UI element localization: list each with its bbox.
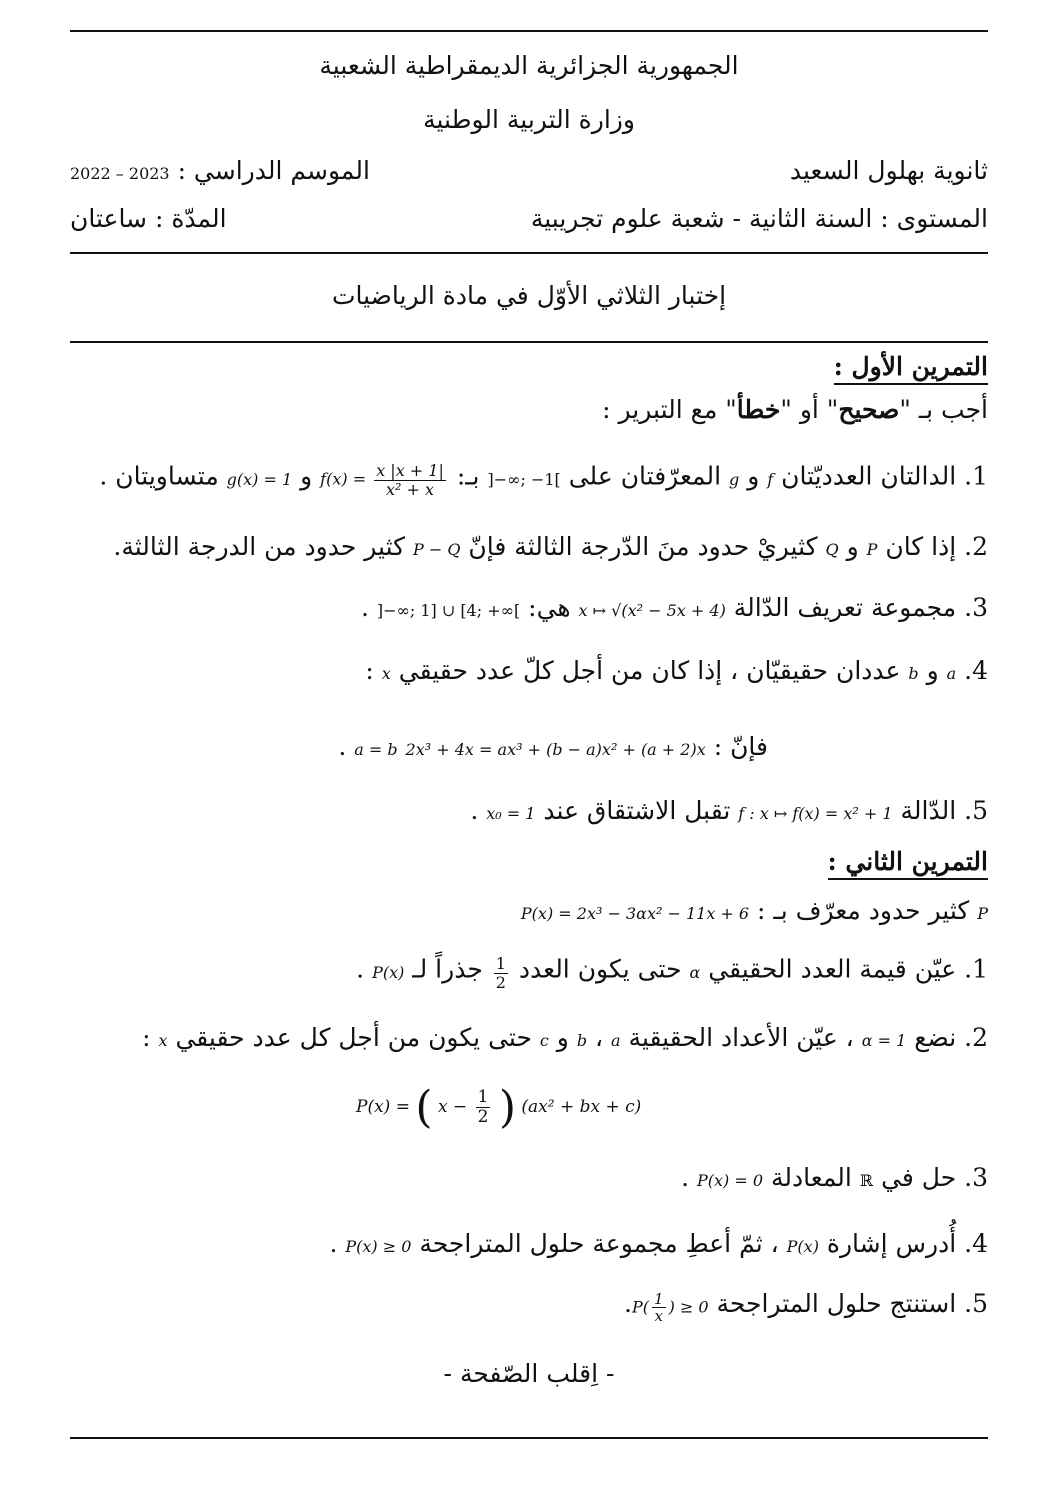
q2-and: و: [846, 532, 859, 561]
republic-title: الجمهورية الجزائرية الديمقراطية الشعبية: [319, 51, 739, 80]
q1-alpha: α: [689, 962, 701, 982]
exam-title: إختبار الثلاثي الأوّل في مادة الرياضيات: [331, 281, 727, 310]
instruction-pre: أجب بـ ": [899, 395, 988, 424]
q2-text-c: حتى يكون من أجل كل عدد حقيقي: [175, 1023, 532, 1052]
exercise2-title: التمرين الثاني :: [828, 847, 989, 880]
level-line: المستوى : السنة الثانية - شعبة علوم تجريبية: [530, 204, 988, 233]
q2-eq-fraction: [476, 1088, 491, 1126]
instruction-mid: " أو ": [780, 395, 839, 424]
intro-P: P: [977, 904, 988, 923]
q1-text-a: عيّن قيمة العدد الحقيقي: [708, 954, 957, 984]
q1-text-b: المعرّفتان على: [568, 461, 722, 491]
question-number: 1.: [964, 461, 988, 491]
q1-Px: P(x): [372, 962, 405, 982]
q2-a: a: [611, 1031, 621, 1050]
q2-alpha: α = 1: [861, 1031, 907, 1050]
intro-text: كثير حدود معرّف بـ :: [757, 896, 970, 925]
q5-fraction: [652, 1291, 666, 1325]
top-rule: [70, 30, 988, 32]
q3-text-a: حل في: [881, 1163, 957, 1192]
q1-text-a: الدالتان العدديّتان: [781, 461, 957, 491]
q2-eq-den: 2: [477, 1107, 489, 1127]
q1-by: بـ:: [456, 461, 480, 491]
q2-Q: Q: [825, 540, 839, 559]
ex1-question-3: [361, 594, 988, 623]
q2-text-b: ، عيّن الأعداد الحقيقية: [628, 1023, 854, 1052]
q2-x: x: [158, 1031, 168, 1050]
instruction-post: " مع التبرير :: [602, 395, 737, 424]
turn-page-note: - اِقلب الصّفحة -: [443, 1359, 615, 1388]
q3-equation: P(x) = 0: [697, 1171, 764, 1190]
q5-inequality: [632, 1291, 709, 1325]
q1-and: و: [747, 461, 760, 491]
q3-end: .: [360, 593, 369, 622]
ex2-question-5: [624, 1290, 988, 1325]
q2-eq-lhs: P(x) =: [356, 1097, 410, 1117]
q4-inequality: P(x) ≥ 0: [345, 1237, 412, 1256]
q5-end: .: [624, 1289, 632, 1318]
q4-a: a: [946, 664, 957, 683]
q3-function: x ↦ √(x² − 5x + 4): [578, 601, 726, 620]
q2-c: c: [539, 1031, 549, 1050]
ex2-question-1: [356, 955, 988, 991]
q3-domain-set: ]−∞; 1] ∪ [4; +∞[: [376, 601, 521, 620]
q1-fraction: [494, 955, 508, 991]
q5-rest: ) ≥ 0: [668, 1297, 709, 1316]
ex1-question-1: [99, 462, 988, 498]
q1-end: متساويتان .: [99, 461, 219, 491]
q4-end: .: [338, 732, 347, 761]
q2-comma: ،: [595, 1023, 604, 1052]
q5-num: 1: [654, 1289, 664, 1308]
q1-g-definition: g(x) = 1: [226, 469, 293, 489]
q1-f-fraction: [374, 462, 446, 498]
exercise1-title: التمرين الأول :: [834, 352, 988, 385]
q2-text-a: نضع: [914, 1023, 957, 1052]
q4-then: فإنّ :: [713, 732, 768, 761]
q2-eq-num: 1: [477, 1087, 489, 1108]
ex1-question-2: [113, 533, 988, 562]
question-number: 5.: [964, 796, 988, 825]
q2-eq-rhs: (ax² + bx + c): [521, 1097, 642, 1117]
right-paren: ): [498, 1082, 516, 1133]
ex2-question-4: [329, 1230, 988, 1259]
ex2-question-2-equation: [356, 1082, 641, 1133]
question-number: 4.: [964, 656, 988, 685]
question-number: 2.: [964, 1023, 988, 1052]
exercise2-intro: [521, 897, 988, 926]
q1-f: f: [767, 469, 774, 489]
q4-and: و: [926, 656, 939, 685]
q5-P: P(: [632, 1297, 650, 1316]
q2-b: b: [576, 1031, 588, 1050]
q3-end: .: [681, 1163, 690, 1192]
ex1-question-4-equation: [338, 733, 768, 762]
q1-end: .: [356, 954, 365, 984]
q4-text-a: أُدرس إشارة: [826, 1229, 957, 1258]
header-rule: [70, 252, 988, 254]
duration-line: المدّة : ساعتان: [70, 204, 227, 233]
question-number: 3.: [964, 593, 988, 622]
q1-frac-den: 2: [495, 972, 506, 992]
q3-text-a: مجموعة تعريف الدّالة: [733, 593, 957, 622]
ex1-question-5: [470, 797, 988, 826]
q1-text-c: جذراً لـ: [412, 954, 483, 984]
ex2-question-3: [681, 1164, 988, 1193]
q2-eq-x: x −: [437, 1097, 468, 1117]
q4-text: عددان حقيقيّان ، إذا كان من أجل كلّ عدد حقيقي: [398, 656, 901, 685]
left-paren: (: [415, 1082, 433, 1133]
q4-equation: 2x³ + 4x = ax³ + (b − a)x² + (a + 2)x: [405, 740, 706, 759]
q4-b: b: [908, 664, 919, 683]
q5-end: .: [470, 796, 479, 825]
question-number: 4.: [964, 1229, 988, 1258]
instruction-false: خطأ: [736, 395, 781, 424]
ex2-question-2: [142, 1024, 988, 1053]
q5-function: f : x ↦ f(x) = x² + 1: [738, 804, 893, 823]
exercise1-instruction: [602, 396, 988, 425]
q1-g: g: [729, 469, 740, 489]
q1-frac-num: 1: [495, 954, 506, 973]
q3-R: ℝ: [859, 1171, 874, 1190]
q2-end: كثير حدود من الدرجة الثالثة.: [113, 532, 406, 561]
q3-text-b: المعادلة: [771, 1163, 852, 1192]
bottom-rule: [70, 1437, 988, 1439]
title-rule: [70, 341, 988, 343]
question-number: 1.: [964, 954, 988, 984]
q1-interval: ]−∞; −1[: [487, 469, 561, 489]
q2-P-minus-Q: P − Q: [413, 540, 461, 559]
q4-result: a = b: [354, 740, 398, 759]
question-number: 5.: [964, 1289, 988, 1318]
q2-and: و: [556, 1023, 569, 1052]
q1-f-lhs: f(x) =: [320, 469, 367, 489]
ministry-title: وزارة التربية الوطنية: [423, 105, 635, 134]
q4-end: .: [329, 1229, 338, 1258]
q3-text-b: هي:: [528, 593, 571, 622]
intro-definition: P(x) = 2x³ − 3αx² − 11x + 6: [520, 904, 750, 923]
q4-text-b: ، ثمّ أعطِ مجموعة حلول المتراجحة: [419, 1229, 779, 1258]
q2-P: P: [866, 540, 878, 559]
season-value: 2022 – 2023: [70, 164, 170, 183]
q1-and2: و: [300, 461, 313, 491]
school-season: [70, 157, 370, 186]
q4-x: x: [381, 664, 391, 683]
q4-colon: :: [365, 656, 374, 685]
q5-point: x₀ = 1: [486, 804, 536, 823]
school-name: ثانوية بهلول السعيد: [789, 156, 988, 185]
q1-text-b: حتى يكون العدد: [518, 954, 682, 984]
q1-f-definition: [320, 462, 449, 498]
q4-Px: P(x): [786, 1237, 819, 1256]
q2-text-a: إذا كان: [885, 532, 957, 561]
ex1-question-4: [365, 657, 988, 686]
q5-text: استنتج حلول المتراجحة: [716, 1289, 957, 1318]
q1-fraction-wrap: [491, 955, 511, 991]
q5-text-b: تقبل الاشتقاق عند: [543, 796, 731, 825]
q5-text-a: الدّالة: [900, 796, 957, 825]
q2-text-b: كثيريْ حدود منَ الدّرجة الثالثة فإنّ: [468, 532, 818, 561]
instruction-true: صحيح: [838, 395, 900, 424]
season-label: الموسم الدراسي :: [177, 156, 370, 185]
q1-f-denominator: x² + x: [386, 479, 435, 499]
question-number: 3.: [964, 1163, 988, 1192]
q5-den: x: [654, 1307, 664, 1325]
q2-colon: :: [142, 1023, 151, 1052]
question-number: 2.: [964, 532, 988, 561]
q1-f-numerator: x |x + 1|: [376, 461, 444, 480]
